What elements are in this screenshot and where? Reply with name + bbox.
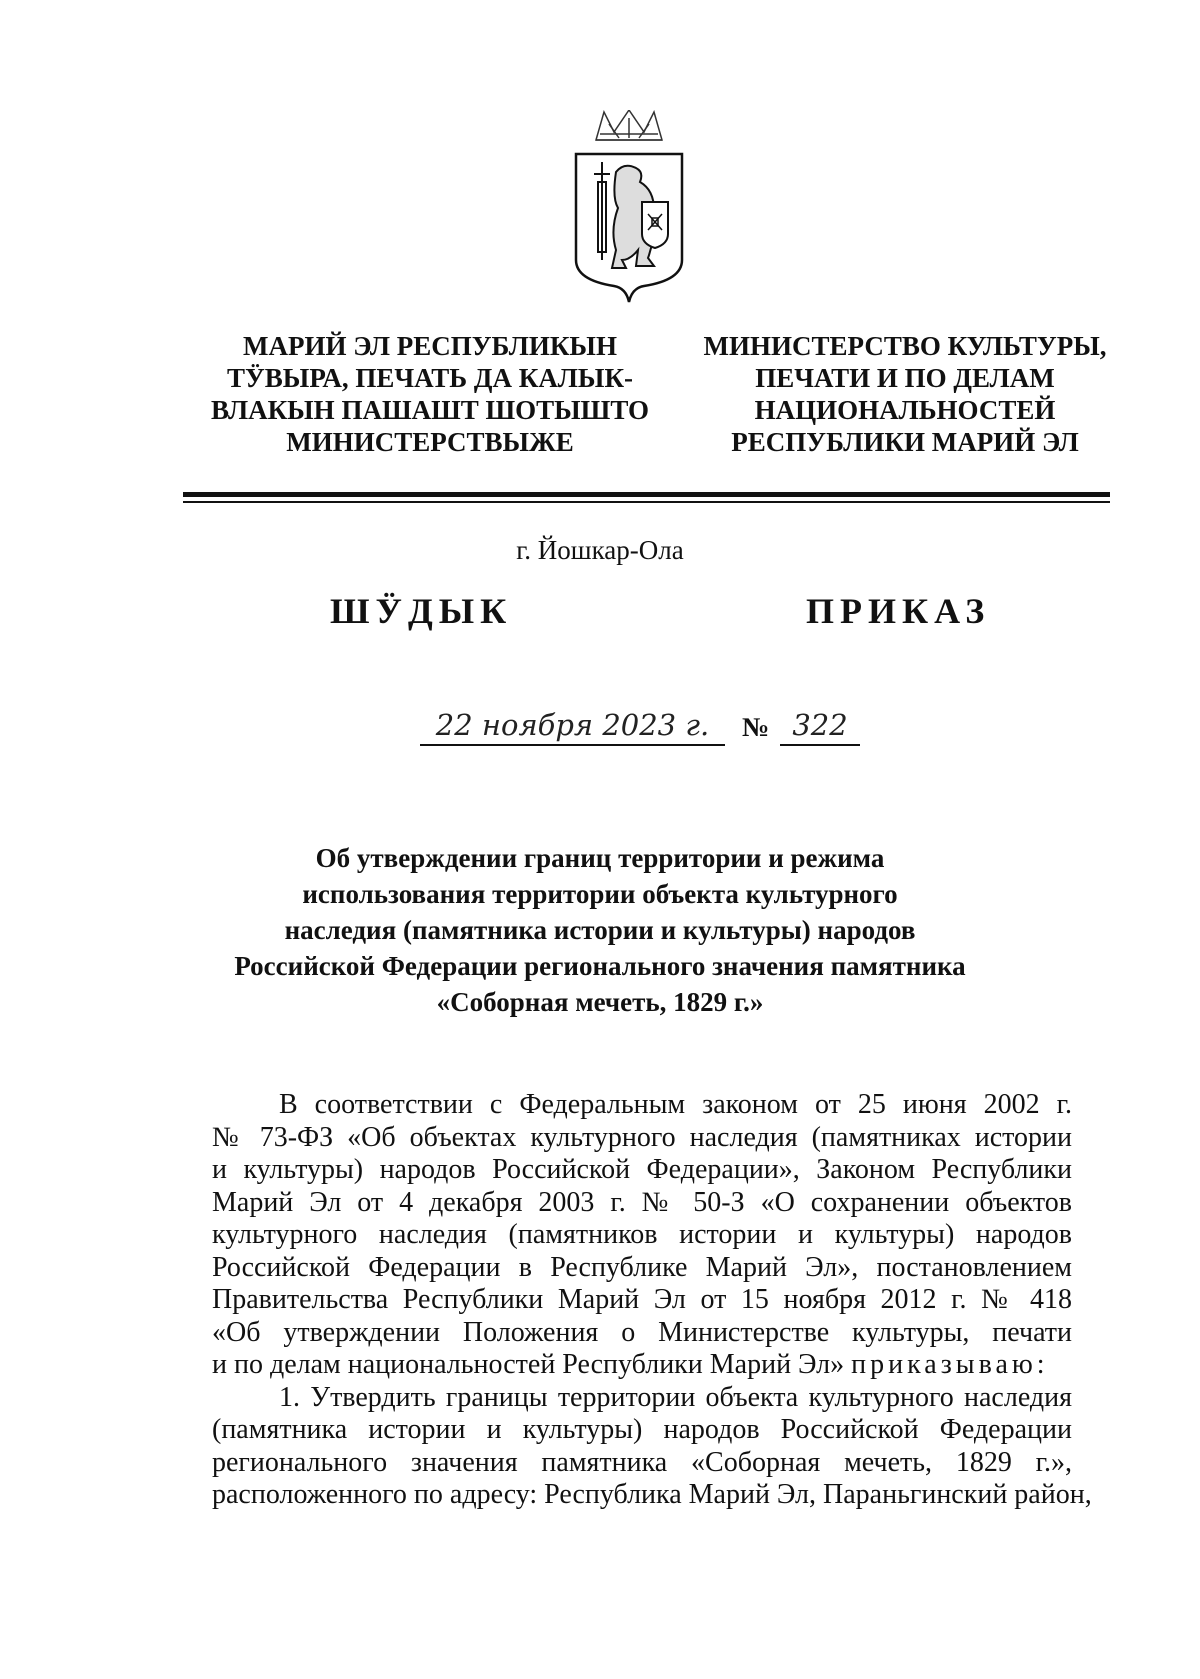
header-divider-thin — [183, 501, 1110, 503]
order-number-handwritten: 322 — [792, 708, 848, 742]
body-line: № 73-ФЗ «Об объектах культурного наследия (памятниках истории — [212, 1121, 1072, 1153]
city-name: г. Йошкар-Ола — [516, 535, 684, 565]
body-line: «Об утверждении Положения о Министерстве культуры, печати — [212, 1316, 1072, 1348]
org-line: РЕСПУБЛИКИ МАРИЙ ЭЛ — [731, 427, 1079, 457]
org-line: ТӰВЫРА, ПЕЧАТЬ ДА КАЛЫК- — [226, 363, 634, 393]
body-line: В соответствии с Федеральным законом от 25 июня 2002 г. — [279, 1089, 1072, 1120]
org-line: НАЦИОНАЛЬНОСТЕЙ — [754, 395, 1056, 425]
title-line: использования территории объекта культурного — [302, 879, 898, 909]
number-underline — [780, 744, 860, 746]
document-body — [212, 1089, 1092, 1512]
order-date-handwritten: 22 ноября 2023 г. — [435, 708, 710, 742]
body-line: Российской Федерации в Республике Марий Эл», постановлением — [212, 1251, 1072, 1283]
org-line: МИНИСТЕРСТВО КУЛЬТУРЫ, — [703, 331, 1107, 361]
body-line: и культуры) народов Российской Федерации», Законом Республики — [212, 1154, 1072, 1185]
title-line: Российской Федерации регионального значения памятника — [234, 951, 966, 981]
body-line: культурного наследия (памятников истории и культуры) народов — [212, 1219, 1072, 1250]
org-line: ВЛАКЫН ПАШАШТ ШОТЫШТО — [211, 395, 649, 425]
header-divider-thick — [183, 492, 1110, 497]
title-line: «Соборная мечеть, 1829 г.» — [436, 987, 764, 1017]
title-line: наследия (памятника истории и культуры) народов — [284, 915, 916, 945]
org-name-mari — [195, 330, 665, 458]
org-line: МАРИЙ ЭЛ РЕСПУБЛИКЫН — [243, 331, 617, 361]
doc-type-russian: ПРИКАЗ — [806, 591, 991, 631]
coat-of-arms-icon — [574, 110, 684, 306]
body-line: Правительства Республики Марий Эл от 15 ноября 2012 г. № 418 — [212, 1284, 1072, 1315]
body-line: расположенного по адресу: Республика Марий Эл, Параньгинский район, — [212, 1479, 1092, 1510]
order-word: приказываю: — [851, 1349, 1049, 1380]
body-line: (памятника истории и культуры) народов Российской Федерации — [212, 1414, 1072, 1445]
date-underline — [420, 744, 725, 746]
body-line: регионального значения памятника «Соборная мечеть, 1829 г.», — [212, 1446, 1072, 1478]
body-text: и по делам национальностей Республики Марий Эл» — [212, 1349, 845, 1380]
order-date-number — [0, 708, 1200, 758]
body-line — [212, 1349, 1072, 1382]
doc-type-mari: ШӰДЫК — [330, 591, 513, 631]
org-name-russian — [690, 330, 1120, 458]
document-title — [0, 840, 1200, 1020]
org-line: ПЕЧАТИ И ПО ДЕЛАМ — [755, 363, 1055, 393]
body-line: Марий Эл от 4 декабря 2003 г. № 50-З «О сохранении объектов — [212, 1186, 1072, 1218]
org-line: МИНИСТЕРСТВЫЖЕ — [286, 427, 574, 457]
body-line: 1. Утвердить границы территории объекта культурного наследия — [279, 1381, 1072, 1413]
number-sign: № — [742, 712, 770, 742]
title-line: Об утверждении границ территории и режима — [315, 843, 885, 873]
